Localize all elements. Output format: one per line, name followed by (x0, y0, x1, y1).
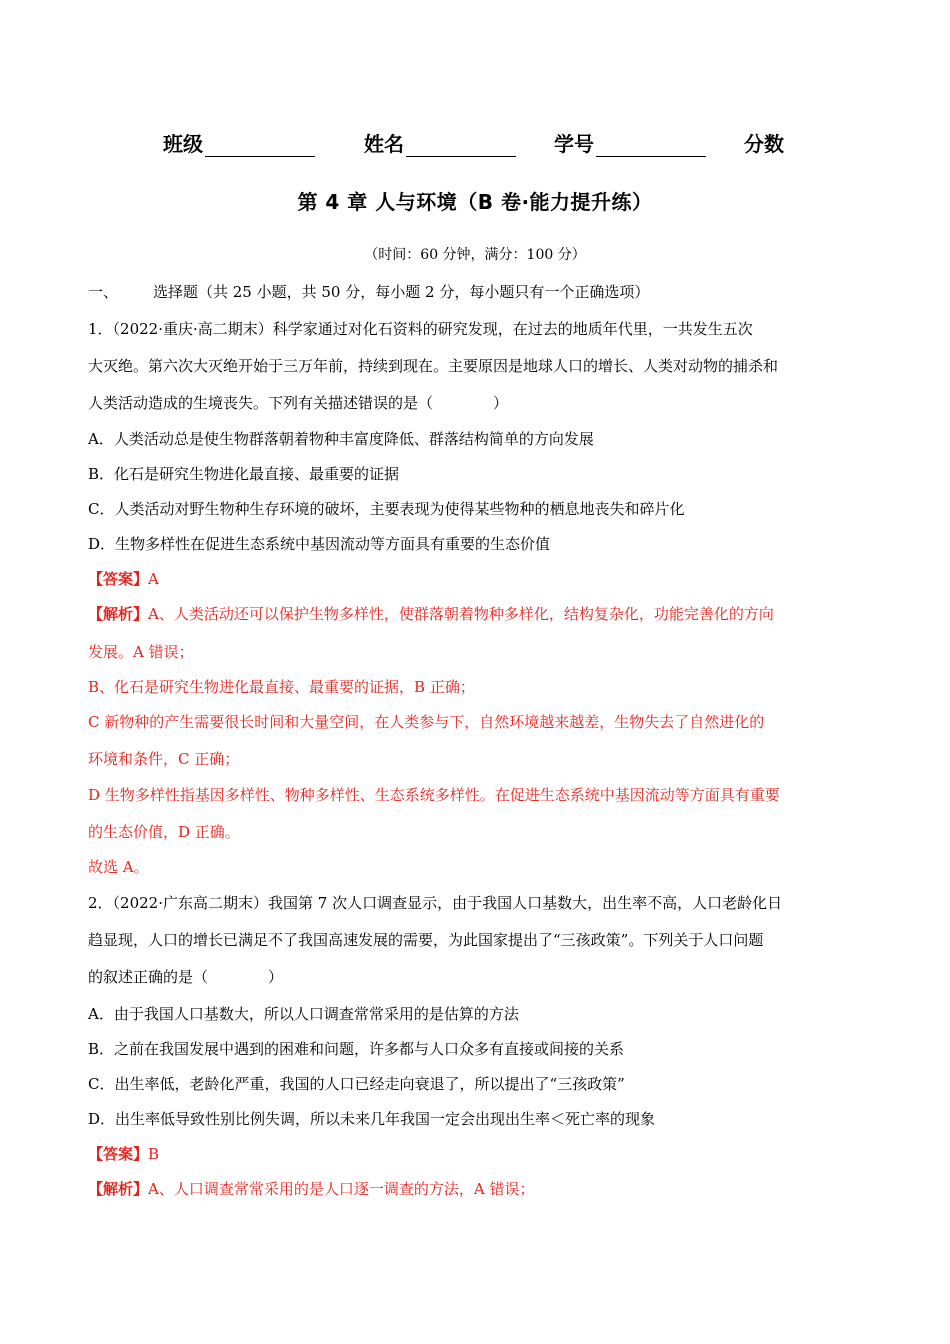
q1-analysis-line: D 生物多样性指基因多样性、物种多样性、生态系统多样性。在促进生态系统中基因流动等方面具有重要 (88, 786, 780, 804)
q2-stem-line: 趋显现，人口的增长已满足不了我国高速发展的需要，为此国家提出了“三孩政策”。下列关于人口问题 (88, 931, 764, 949)
q1-analysis-label: 【解析】 (88, 605, 149, 623)
q1-option-c: C．人类活动对野生物种生存环境的破坏，主要表现为使得某些物种的栖息地丧失和碎片化 (88, 500, 685, 518)
class-blank (205, 134, 315, 157)
q2-option-c: C．出生率低，老龄化严重，我国的人口已经走向衰退了，所以提出了“三孩政策” (88, 1075, 625, 1093)
q2-answer-label: 【答案】 (88, 1145, 149, 1163)
q2-option-a: A．由于我国人口基数大，所以人口调查常常采用的是估算的方法 (88, 1005, 519, 1023)
q2-option-b: B．之前在我国发展中遇到的困难和问题，许多都与人口众多有直接或间接的关系 (88, 1040, 625, 1058)
q1-conclusion: 故选 A。 (88, 858, 149, 876)
q1-analysis-line: 的生态价值，D 正确。 (88, 823, 240, 841)
q1-analysis-line (88, 603, 774, 624)
q2-answer (88, 1143, 159, 1164)
student-info-header (0, 124, 950, 158)
q1-stem-line: 人类活动造成的生境丧失。下列有关描述错误的是（ ） (88, 394, 509, 412)
q1-answer (88, 568, 159, 589)
q2-stem-line: 的叙述正确的是（ ） (88, 968, 284, 986)
q1-stem-line: 1．（2022·重庆·高二期末）科学家通过对化石资料的研究发现，在过去的地质年代里，一共发生五次 (88, 320, 753, 338)
q2-answer-value: B (148, 1145, 160, 1163)
q1-stem-line: 大灭绝。第六次大灭绝开始于三万年前，持续到现在。主要原因是地球人口的增长、人类对动物的捕杀和 (88, 357, 779, 375)
class-field (163, 128, 315, 157)
score-label: 分数 (744, 132, 784, 156)
q2-analysis-label: 【解析】 (88, 1180, 149, 1198)
q1-option-a: A．人类活动总是使生物群落朝着物种丰富度降低、群落结构简单的方向发展 (88, 430, 594, 448)
q1-option-d: D．生物多样性在促进生态系统中基因流动等方面具有重要的生态价值 (88, 535, 551, 553)
q1-analysis-text: A、人类活动还可以保护生物多样性，使群落朝着物种多样化，结构复杂化，功能完善化的方向 (148, 605, 774, 623)
name-label: 姓名 (364, 132, 404, 156)
q1-analysis-line: B、化石是研究生物进化最直接、最重要的证据，B 正确； (88, 678, 475, 696)
score-field (744, 128, 784, 157)
student-id-label: 学号 (554, 132, 594, 156)
class-label: 班级 (163, 132, 203, 156)
q1-analysis-line: C 新物种的产生需要很长时间和大量空间，在人类参与下，自然环境越来越差，生物失去了自然进化的 (88, 713, 765, 731)
q2-stem-line: 2．（2022·广东高二期末）我国第 7 次人口调查显示，由于我国人口基数大，出生率不高，人口老龄化日 (88, 894, 783, 912)
section-heading: 选择题（共 25 小题，共 50 分，每小题 2 分，每小题只有一个正确选项） (153, 283, 650, 301)
q2-analysis-line (88, 1178, 534, 1199)
section-number: 一、 (88, 283, 119, 301)
q1-answer-label: 【答案】 (88, 570, 149, 588)
student-id-field (554, 128, 706, 157)
q2-option-d: D．出生率低导致性别比例失调，所以未来几年我国一定会出现出生率＜死亡率的现象 (88, 1110, 656, 1128)
student-id-blank (596, 134, 706, 157)
q1-answer-value: A (148, 570, 159, 588)
page-title: 第 4 章 人与环境（B 卷·能力提升练） (297, 190, 653, 214)
q1-analysis-line: 环境和条件，C 正确； (88, 750, 240, 768)
q1-analysis-line: 发展。A 错误； (88, 643, 194, 661)
q2-analysis-text: A、人口调查常常采用的是人口逐一调查的方法，A 错误； (148, 1180, 535, 1198)
exam-time-info: （时间：60 分钟，满分：100 分） (364, 247, 586, 263)
name-blank (406, 134, 516, 157)
name-field (364, 128, 516, 157)
q1-option-b: B．化石是研究生物进化最直接、最重要的证据 (88, 465, 400, 483)
